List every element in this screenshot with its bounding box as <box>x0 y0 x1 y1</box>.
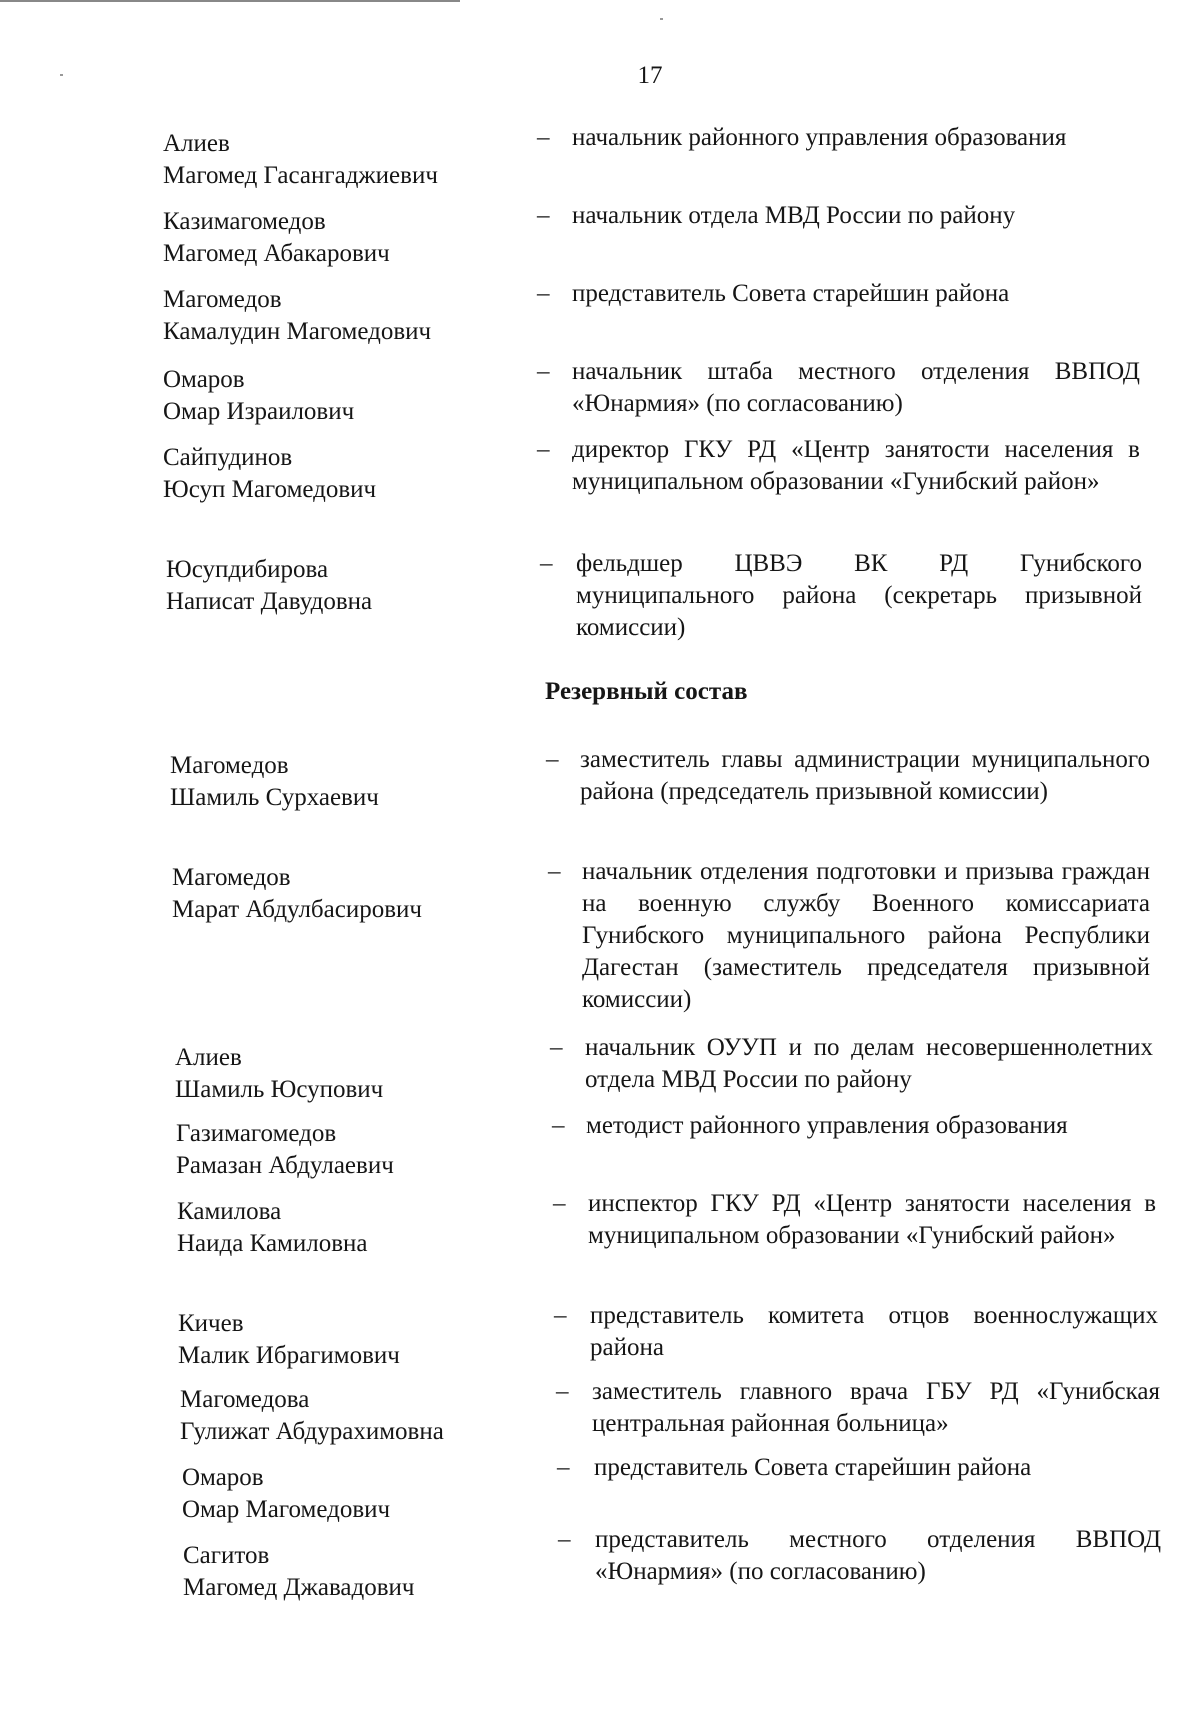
member-surname: Алиев <box>163 130 230 157</box>
dash-separator: – <box>557 1454 570 1481</box>
member-name <box>178 1308 400 1372</box>
member-given-names: Юсуп Магомедович <box>163 476 377 503</box>
member-role: начальник районного управления образования <box>572 124 1067 151</box>
dash-separator: – <box>552 1112 565 1139</box>
member-role: методист районного управления образования <box>586 1112 1068 1139</box>
member-surname: Сайпудинов <box>163 444 293 471</box>
page-number: 17 <box>637 62 663 89</box>
member-given-names: Омар Израилович <box>163 398 355 425</box>
member-given-names: Омар Магомедович <box>182 1496 391 1523</box>
member-role: представитель местного отделения ВВПОД «Юнармия» (по согласованию) <box>595 1526 1161 1585</box>
dash-separator: – <box>537 436 550 463</box>
member-role: заместитель главного врача ГБУ РД «Гунибская центральная районная больница» <box>592 1378 1160 1437</box>
member-role: начальник отделения подготовки и призыва граждан на военную службу Военного комиссариата Гунибского муниципального района Республики Дагестан (заместитель председателя призывной комиссии) <box>582 858 1150 1013</box>
member-surname: Кичев <box>178 1310 244 1337</box>
member-surname: Магомедов <box>163 286 282 313</box>
member-name <box>163 364 354 428</box>
scan-top-edge <box>0 0 460 2</box>
member-name <box>182 1462 390 1526</box>
dash-separator: – <box>556 1378 569 1405</box>
member-role: начальник отдела МВД России по району <box>572 202 1016 229</box>
dash-separator: – <box>553 1190 566 1217</box>
member-given-names: Марат Абдулбасирович <box>172 896 422 923</box>
member-given-names: Магомед Гасангаджиевич <box>163 162 438 189</box>
member-surname: Омаров <box>182 1464 264 1491</box>
member-name <box>166 554 372 618</box>
member-surname: Сагитов <box>183 1542 270 1569</box>
dash-separator: – <box>548 858 561 885</box>
reserve-section-heading: Резервный состав <box>545 678 748 705</box>
member-surname: Камилова <box>177 1198 282 1225</box>
member-role: представитель комитета отцов военнослужащих района <box>590 1302 1158 1361</box>
member-given-names: Камалудин Магомедович <box>163 318 432 345</box>
member-name <box>177 1196 368 1260</box>
member-name <box>180 1384 444 1448</box>
dash-separator: – <box>550 1034 563 1061</box>
member-name <box>163 128 438 192</box>
dash-separator: – <box>554 1302 567 1329</box>
member-role: начальник штаба местного отделения ВВПОД «Юнармия» (по согласованию) <box>572 358 1140 417</box>
member-surname: Магомедов <box>170 752 289 779</box>
member-role: фельдшер ЦВВЭ ВК РД Гунибского муниципального района (секретарь призывной комиссии) <box>576 550 1142 641</box>
member-role: директор ГКУ РД «Центр занятости населения в муниципальном образовании «Гунибский район» <box>572 436 1140 495</box>
scan-speck <box>660 18 663 20</box>
member-given-names: Магомед Джавадович <box>183 1574 415 1601</box>
member-surname: Казимагомедов <box>163 208 326 235</box>
member-given-names: Наида Камиловна <box>177 1230 368 1257</box>
member-name <box>172 862 422 926</box>
dash-separator: – <box>537 280 550 307</box>
member-given-names: Магомед Абакарович <box>163 240 390 267</box>
member-name <box>176 1118 394 1182</box>
dash-separator: – <box>537 202 550 229</box>
member-surname: Алиев <box>175 1044 242 1071</box>
dash-separator: – <box>546 746 559 773</box>
member-surname: Юсупдибирова <box>166 556 329 583</box>
member-surname: Омаров <box>163 366 245 393</box>
member-name <box>175 1042 383 1106</box>
member-name <box>163 206 390 270</box>
member-given-names: Написат Давудовна <box>166 588 373 615</box>
member-role: заместитель главы администрации муниципального района (председатель призывной комиссии) <box>580 746 1150 805</box>
member-name <box>163 284 431 348</box>
member-role: начальник ОУУП и по делам несовершеннолетних отдела МВД России по району <box>585 1034 1153 1093</box>
dash-separator: – <box>537 124 550 151</box>
member-surname: Магомедов <box>172 864 291 891</box>
dash-separator: – <box>540 550 553 577</box>
member-given-names: Гулижат Абдурахимовна <box>180 1418 444 1445</box>
member-given-names: Шамиль Сурхаевич <box>170 784 379 811</box>
member-surname: Газимагомедов <box>176 1120 337 1147</box>
member-name <box>170 750 379 814</box>
member-role: представитель Совета старейшин района <box>572 280 1010 307</box>
member-role: инспектор ГКУ РД «Центр занятости населения в муниципальном образовании «Гунибский район» <box>588 1190 1156 1249</box>
member-given-names: Малик Ибрагимович <box>178 1342 400 1369</box>
dash-separator: – <box>537 358 550 385</box>
member-role: представитель Совета старейшин района <box>594 1454 1032 1481</box>
member-surname: Магомедова <box>180 1386 310 1413</box>
member-given-names: Рамазан Абдулаевич <box>176 1152 394 1179</box>
dash-separator: – <box>558 1526 571 1553</box>
member-name <box>163 442 376 506</box>
member-name <box>183 1540 415 1604</box>
member-given-names: Шамиль Юсупович <box>175 1076 384 1103</box>
